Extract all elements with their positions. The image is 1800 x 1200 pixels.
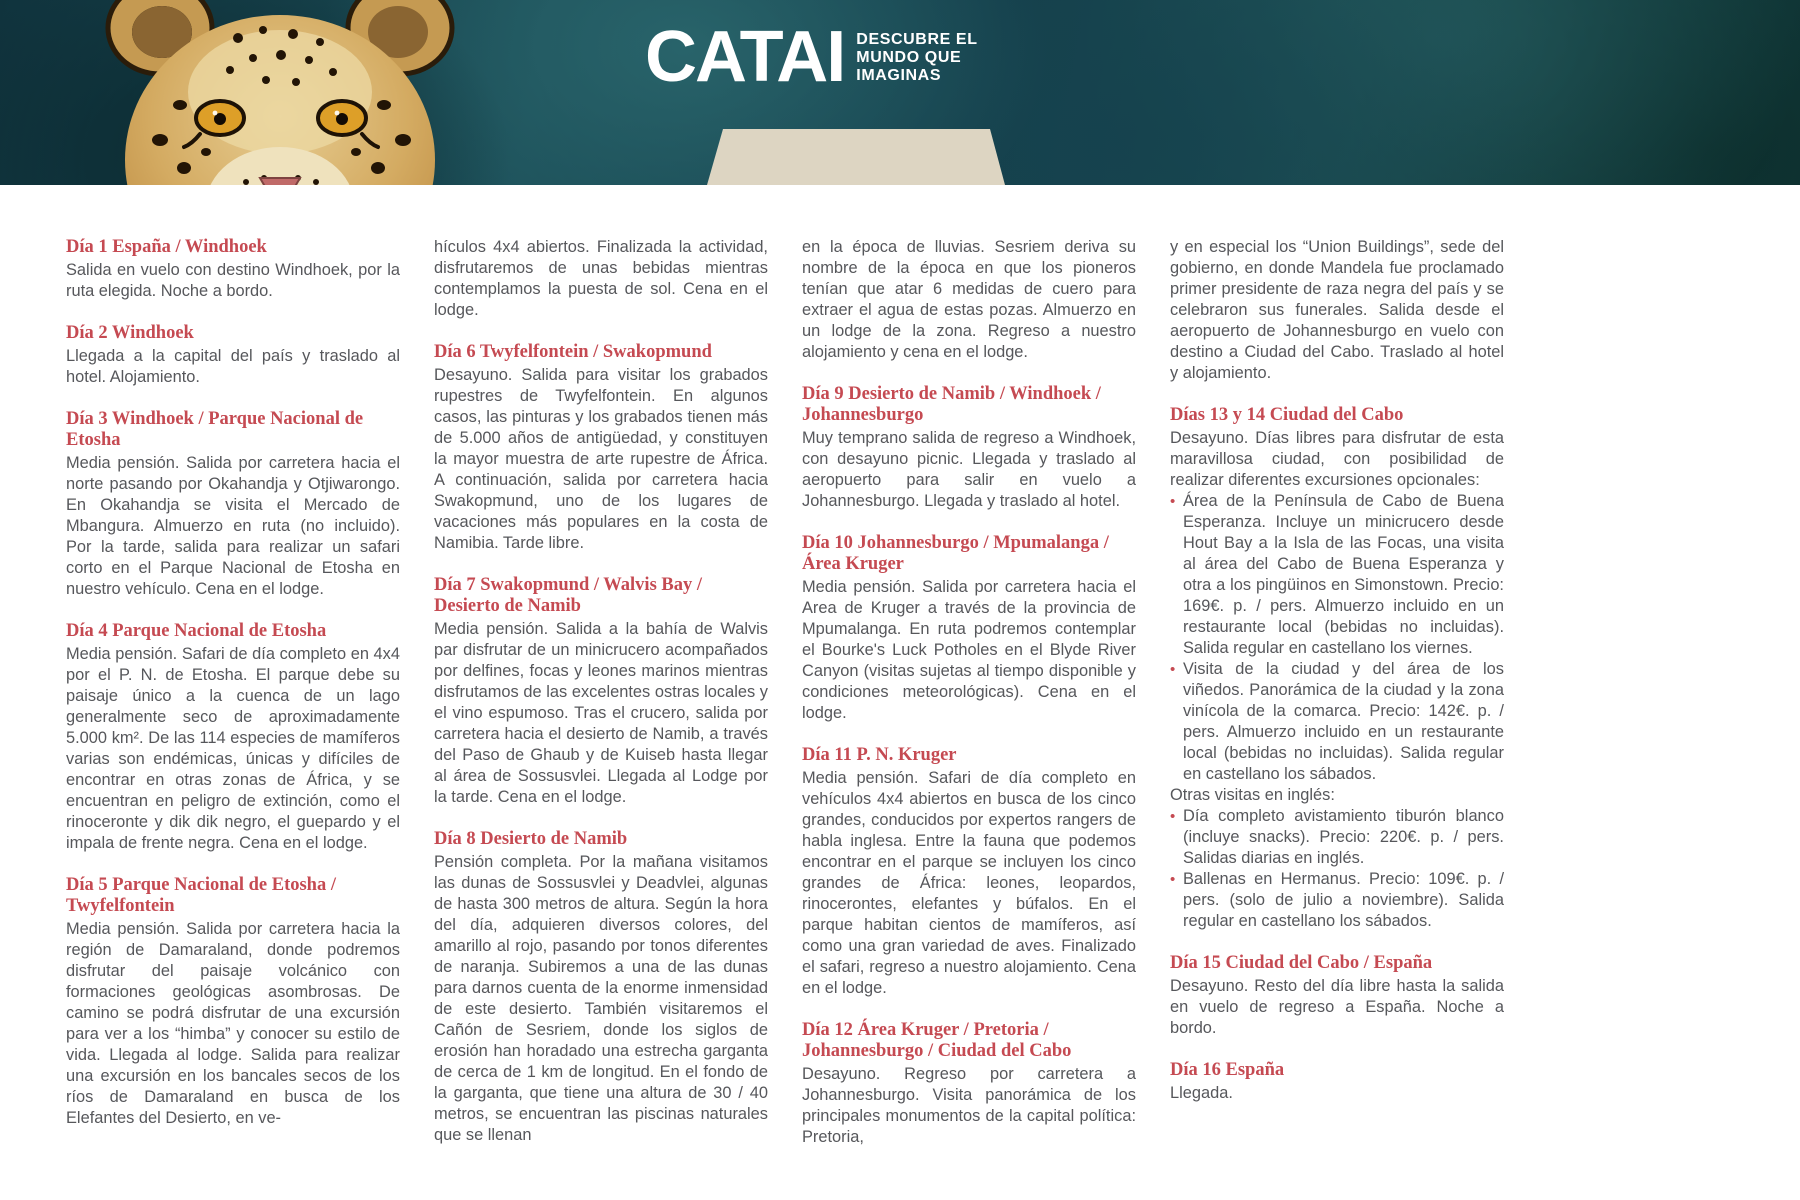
itinerary-column-2 — [434, 237, 768, 1146]
itinerary-paragraph: en la época de lluvias. Sesriem deriva su nombre de la época en que los pioneros tenían que atar 6 medidas de cuero para extraer el agua de estas pozas. Almuerzo en un lodge de la zona. Regreso a nuestro alojamiento y cena en el lodge. — [802, 238, 1136, 361]
day-heading: Día 1 España / Windhoek — [66, 237, 267, 257]
day-heading: Día 16 España — [1170, 1060, 1285, 1080]
itinerary-paragraph: Desayuno. Días libres para disfrutar de esta maravillosa ciudad, con posibilidad de realizar diferentes excursiones opcionales: — [1170, 429, 1504, 489]
bullet-text: Ballenas en Hermanus. Precio: 109€. p. / pers. (solo de julio a noviembre). Salida regular en castellano los sábados. — [1183, 870, 1504, 930]
day-heading: Día 4 Parque Nacional de Etosha — [66, 621, 327, 641]
excursion-bullet — [1170, 659, 1504, 785]
bullet-icon: • — [1170, 871, 1176, 888]
itinerary-columns — [66, 237, 1504, 1148]
itinerary-paragraph: Muy temprano salida de regreso a Windhoek, con desayuno picnic. Llegada y traslado al aeropuerto para salir en vuelo a Johannesburgo. Llegada y traslado al hotel. — [802, 429, 1136, 510]
day-heading: Día 2 Windhoek — [66, 323, 194, 343]
day-heading: Día 7 Swakopmund / Walvis Bay / Desierto de Namib — [434, 575, 702, 616]
itinerary-paragraph: Desayuno. Regreso por carretera a Johannesburgo. Visita panorámica de los principales monumentos de la capital política: Pretoria, — [802, 1065, 1136, 1146]
banner-trapezoid — [700, 129, 1012, 185]
tagline-line-3: IMAGINAS — [856, 67, 942, 84]
itinerary-column-3 — [802, 237, 1136, 1148]
itinerary-paragraph: Pensión completa. Por la mañana visitamos las dunas de Sossusvlei y Deadvlei, algunas de hasta 300 metros de altura. Según la hora del día, adquieren diversos colores, del amarillo al rojo, pasando por tonos diferentes de naranja. Subiremos a una de las dunas para darnos cuenta de la enorme inmensidad de este desierto. También visitaremos el Cañón de Sesriem, donde los siglos de erosión han horadado una estrecha garganta de cerca de 1 km de longitud. En el fondo de la garganta, que tiene una altura de 30 / 40 metros, se encuentran las piscinas naturales que se llenan — [434, 853, 768, 1144]
itinerary-paragraph: Llegada. — [1170, 1084, 1233, 1102]
itinerary-paragraph: Desayuno. Salida para visitar los grabados rupestres de Twyfelfontein. En algunos casos, las pinturas y los grabados tienen más de 5.000 años de antigüedad, y constituyen la mayor muestra de arte rupestre de África. A continuación, salida por carretera hacia Swakopmund, uno de los lugares de vacaciones más populares en la costa de Namibia. Tarde libre. — [434, 366, 768, 552]
brand-block — [645, 17, 978, 97]
header-banner — [0, 0, 1800, 185]
bullet-icon: • — [1170, 493, 1176, 510]
itinerary-column-1 — [66, 237, 400, 1129]
bullet-text: Área de la Península de Cabo de Buena Esperanza. Incluye un minicrucero desde Hout Bay a la Isla de las Focas, una visita al área del Cabo de Buena Esperanza y otra a los pingüinos en Simonstown. Precio: 169€. p. / pers. Almuerzo incluido en un restaurante local (bebidas no incluidas). Salida regular en castellano los viernes. — [1183, 492, 1504, 657]
day-heading: Día 9 Desierto de Namib / Windhoek / Johannesburgo — [802, 384, 1101, 425]
day-heading: Día 11 P. N. Kruger — [802, 745, 957, 765]
excursion-bullet — [1170, 491, 1504, 659]
itinerary-paragraph: Desayuno. Resto del día libre hasta la salida en vuelo de regreso a España. Noche a bordo. — [1170, 977, 1504, 1037]
itinerary-paragraph: Media pensión. Salida por carretera hacia el Area de Kruger a través de la provincia de Mpumalanga. En ruta podremos contemplar el Bourke's Luck Potholes en el Blyde River Canyon (visitas sujetas al tiempo disponible y condiciones meteorológicas). Cena en el lodge. — [802, 578, 1136, 722]
bullet-icon: • — [1170, 661, 1176, 678]
day-heading: Días 13 y 14 Ciudad del Cabo — [1170, 405, 1404, 425]
catai-logo: CATAI — [645, 17, 845, 97]
leopard-photo — [88, 0, 468, 185]
itinerary-paragraph: Media pensión. Safari de día completo en vehículos 4x4 abiertos en busca de los cinco grandes, conducidos por expertos rangers de habla inglesa. Entre la fauna que podemos encontrar en el parque se incluyen los cinco grandes de África: leones, leopardos, rinocerontes, elefantes y búfalos. En el parque habitan cientos de mamíferos, así como una gran variedad de aves. Finalizado el safari, regreso a nuestro alojamiento. Cena en el lodge. — [802, 769, 1136, 997]
brand-tagline — [856, 31, 977, 85]
itinerary-paragraph: Media pensión. Salida por carretera hacia la región de Damaraland, donde podremos disfrutar del paisaje volcánico con formaciones geológicas asombrosas. De camino se podrá disfrutar de una excursión para ver a los “himba” y conocer su estilo de vida. Llegada al lodge. Salida para realizar una excursión en los bancales secos de los ríos de Damaraland en busca de los Elefantes del Desierto, en ve- — [66, 920, 400, 1127]
excursion-bullet — [1170, 869, 1504, 932]
itinerary-paragraph: Llegada a la capital del país y traslado al hotel. Alojamiento. — [66, 347, 400, 386]
tagline-line-2: MUNDO QUE — [856, 49, 962, 66]
itinerary-paragraph: Media pensión. Salida por carretera hacia el norte pasando por Okahandja y Otjiwarongo. En Okahandja se visita el Mercado de Mbangura. Almuerzo en ruta (no incluido). Por la tarde, salida para realizar un safari corto en el Parque Nacional de Etosha en nuestro vehículo. Cena en el lodge. — [66, 454, 400, 598]
day-heading: Día 8 Desierto de Namib — [434, 829, 628, 849]
day-heading: Día 15 Ciudad del Cabo / España — [1170, 953, 1433, 973]
bullet-icon: • — [1170, 808, 1176, 825]
day-heading: Día 12 Área Kruger / Pretoria / Johannesburgo / Ciudad del Cabo — [802, 1020, 1072, 1061]
itinerary-paragraph: hículos 4x4 abiertos. Finalizada la actividad, disfrutaremos de unas bebidas mientras contemplamos la puesta de sol. Cena en el lodge. — [434, 238, 768, 319]
itinerary-paragraph: Salida en vuelo con destino Windhoek, por la ruta elegida. Noche a bordo. — [66, 261, 400, 300]
bullet-text: Día completo avistamiento tiburón blanco (incluye snacks). Precio: 220€. p. / pers. Salidas diarias en inglés. — [1183, 807, 1504, 867]
day-heading: Día 5 Parque Nacional de Etosha / Twyfelfontein — [66, 875, 336, 916]
day-heading: Día 10 Johannesburgo / Mpumalanga / Área Kruger — [802, 533, 1109, 574]
itinerary-paragraph: Media pensión. Safari de día completo en 4x4 por el P. N. de Etosha. El parque debe su paisaje único a la cuenca de un lago generalmente seco de aproximadamente 5.000 km². De las 114 especies de mamíferos varias son endémicas, únicas y difíciles de encontrar en otras zonas de África, y se encuentran en peligro de extinción, como el rinoceronte y dik dik negro, el guepardo y el impala de frente negra. Cena en el lodge. — [66, 645, 400, 852]
tagline-line-1: DESCUBRE EL — [856, 31, 978, 48]
note-text: Otras visitas en inglés: — [1170, 786, 1335, 804]
itinerary-column-4 — [1170, 237, 1504, 1104]
bullet-text: Visita de la ciudad y del área de los viñedos. Panorámica de la ciudad y la zona vinícola de la comarca. Precio: 142€. p. / pers. Almuerzo incluido en un restaurante local (bebidas no incluidas). Salida regular en castellano los sábados. — [1183, 660, 1504, 783]
itinerary-paragraph: Media pensión. Salida a la bahía de Walvis par disfrutar de un minicrucero acompañados por delfines, focas y leones marinos mientras disfrutamos de las excelentes ostras locales y el vino espumoso. Tras el crucero, salida por carretera hacia el desierto de Namib, a través del Paso de Ghaub y de Kuiseb hasta llegar al área de Sossusvlei. Llegada al Lodge por la tarde. Cena en el lodge. — [434, 620, 768, 806]
day-heading: Día 3 Windhoek / Parque Nacional de Etosha — [66, 409, 364, 450]
itinerary-paragraph: y en especial los “Union Buildings”, sede del gobierno, en donde Mandela fue proclamado primer presidente de raza negra del país y se celebraron sus funerales. Salida desde el aeropuerto de Johannesburgo en vuelo con destino a Ciudad del Cabo. Traslado al hotel y alojamiento. — [1170, 238, 1504, 382]
excursion-bullet — [1170, 806, 1504, 869]
day-heading: Día 6 Twyfelfontein / Swakopmund — [434, 342, 712, 362]
